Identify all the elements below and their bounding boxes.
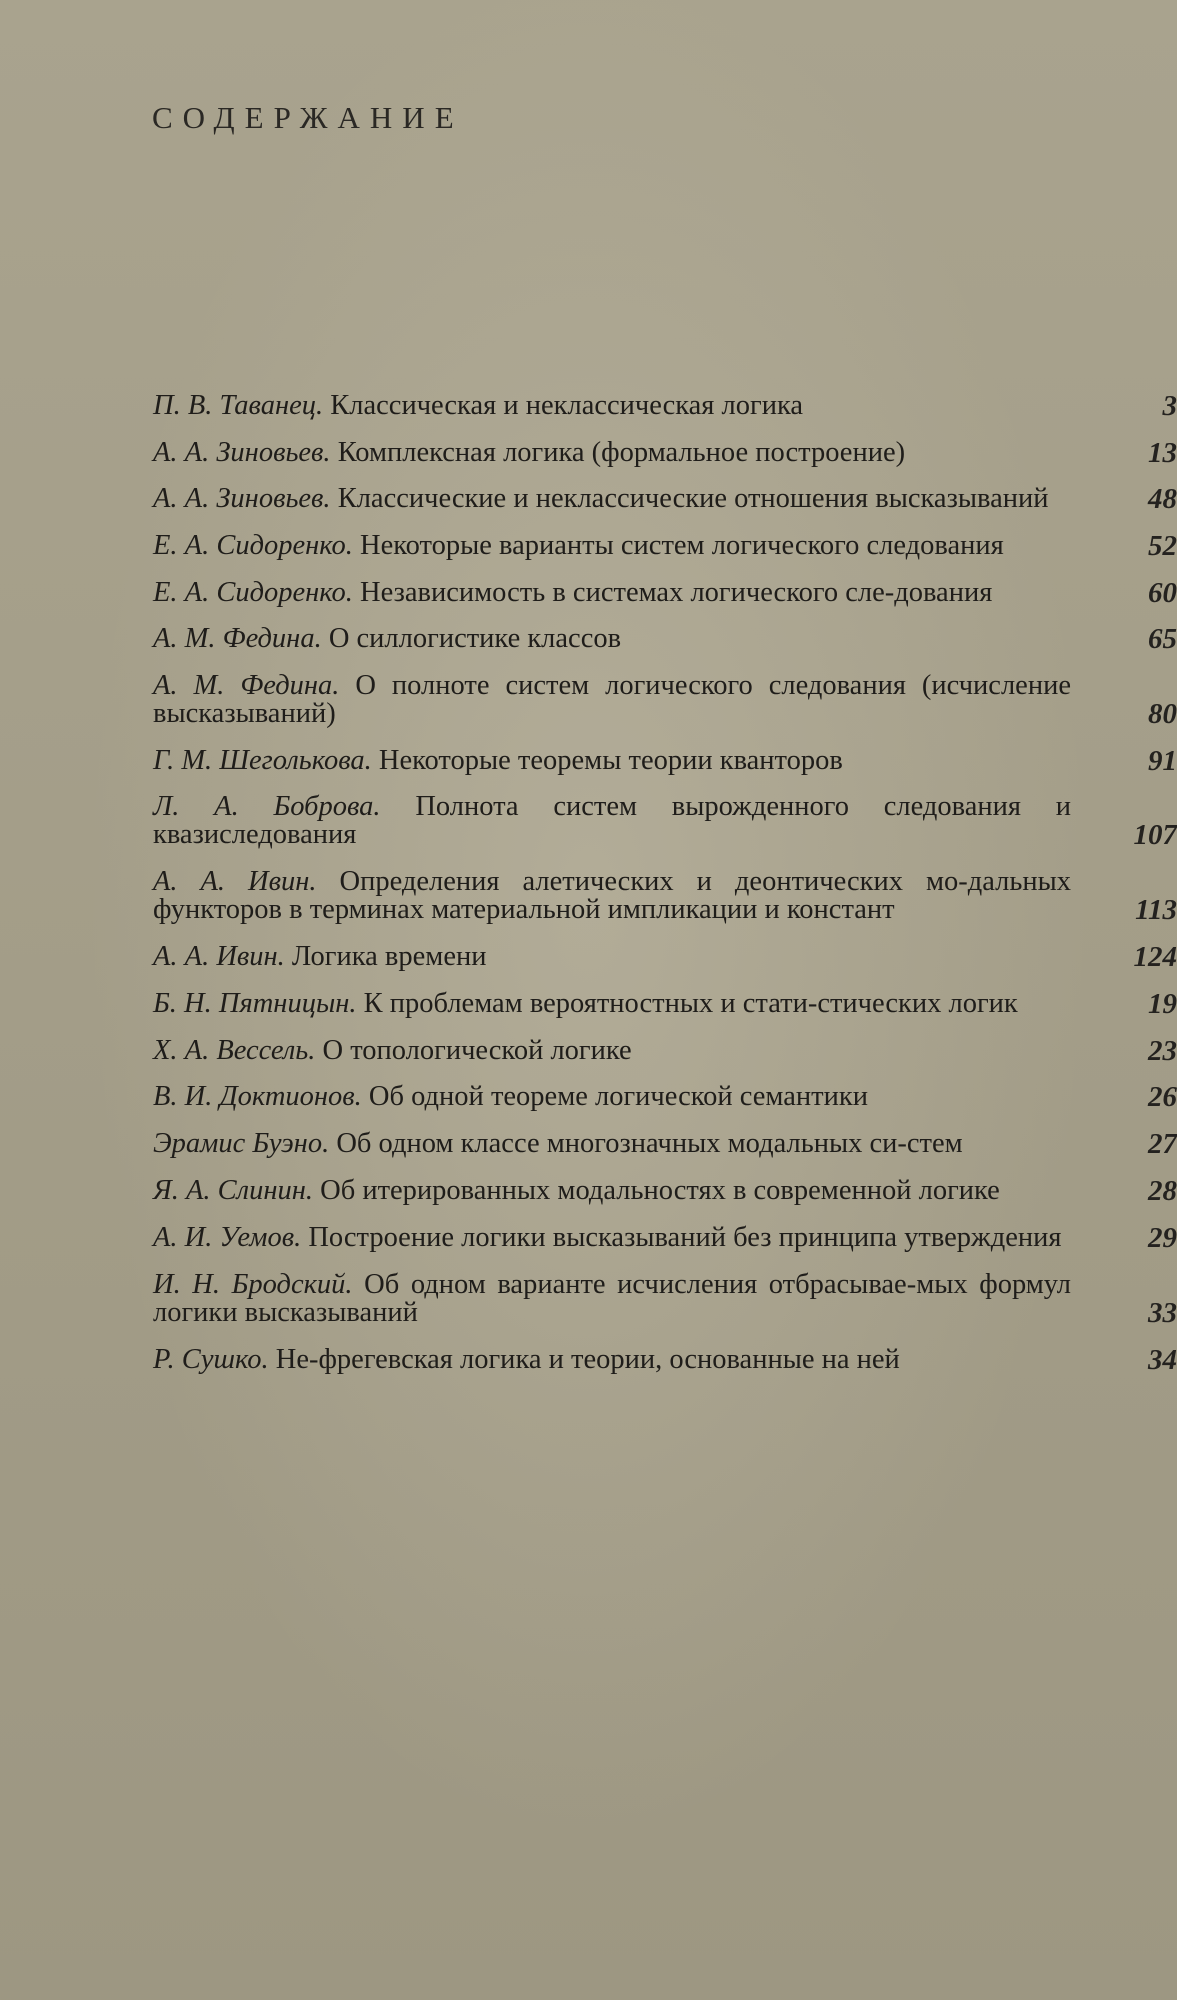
toc-entry <box>153 1346 1177 1374</box>
entry-author: Х. А. Вессель. <box>153 1035 316 1066</box>
toc-entry <box>153 1224 1177 1252</box>
entry-author: Е. А. Сидоренко. <box>153 530 353 561</box>
entry-title: Некоторые варианты систем логического следования <box>360 530 1004 561</box>
entry-author: Эрамис Буэно. <box>153 1128 330 1159</box>
entry-page-number: 13 <box>1148 439 1177 467</box>
entry-page-number: 28 <box>1148 1177 1177 1205</box>
entry-page-number: 3 <box>1162 392 1177 420</box>
entry-title: О топологической логике <box>322 1035 632 1066</box>
entry-page-number: 107 <box>1133 821 1177 849</box>
toc-entry <box>153 532 1177 560</box>
entry-title: О полноте систем логического следования (исчисление высказываний) <box>153 670 1071 729</box>
entry-page-number: 26 <box>1148 1083 1177 1111</box>
toc-entry <box>153 793 1177 849</box>
entry-title: Логика времени <box>291 941 487 972</box>
toc-entry <box>153 1083 1177 1111</box>
entry-author: А. А. Зиновьев. <box>153 483 331 514</box>
toc-entry <box>153 943 1177 971</box>
entry-author: А. А. Ивин. <box>153 866 317 897</box>
entry-page-number: 60 <box>1148 579 1177 607</box>
entry-title: О силлогистике классов <box>328 623 622 654</box>
entry-page-number: 80 <box>1148 700 1177 728</box>
toc-entry <box>153 868 1177 924</box>
entry-page-number: 27 <box>1148 1130 1177 1158</box>
toc-entry <box>153 1130 1177 1158</box>
toc-entry <box>153 1271 1177 1327</box>
toc-entry <box>153 747 1177 775</box>
entry-title: Об итерированных модальностях в современной логике <box>320 1175 1000 1206</box>
entry-title: Определения алетических и деонтических мо-дальных функторов в терминах материальной импликации и констант <box>153 866 1072 925</box>
toc-entry <box>153 1037 1177 1065</box>
entry-page-number: 33 <box>1148 1299 1177 1327</box>
entry-author: И. Н. Бродский. <box>153 1269 353 1300</box>
entry-title: Об одном классе многозначных модальных си-стем <box>336 1128 963 1159</box>
entry-page-number: 23 <box>1148 1037 1177 1065</box>
toc-entry <box>153 672 1177 728</box>
entry-title: Полнота систем вырожденного следования и квазиследования <box>153 791 1071 850</box>
toc-entry <box>153 439 1177 467</box>
entry-author: А. М. Федина. <box>153 623 322 654</box>
entry-title: К проблемам вероятностных и стати-стических логик <box>363 988 1018 1019</box>
entry-title: Некоторые теоремы теории кванторов <box>378 745 843 776</box>
entry-title: Классическая и неклассическая логика <box>330 390 804 421</box>
entry-title: Построение логики высказываний без принципа утверждения <box>308 1222 1062 1253</box>
entry-author: Г. М. Шеголькова. <box>153 745 372 776</box>
entry-title: Независимость в системах логического сле-дования <box>360 577 993 608</box>
entry-title: Об одной теореме логической семантики <box>368 1081 868 1112</box>
entry-author: А. И. Уемов. <box>153 1222 302 1253</box>
entry-page-number: 48 <box>1148 485 1177 513</box>
entry-author: Е. А. Сидоренко. <box>153 577 353 608</box>
toc-entry <box>153 1177 1177 1205</box>
entry-page-number: 65 <box>1148 625 1177 653</box>
entry-author: А. М. Федина. <box>153 670 340 701</box>
entry-author: Я. А. Слинин. <box>153 1175 313 1206</box>
entry-title: Классические и неклассические отношения высказываний <box>337 483 1049 514</box>
entry-author: А. А. Ивин. <box>153 941 285 972</box>
entry-title: Не-фрегевская логика и теории, основанные на ней <box>275 1344 900 1375</box>
entry-page-number: 19 <box>1148 990 1177 1018</box>
entry-author: Р. Сушко. <box>153 1344 269 1375</box>
toc-entry <box>153 990 1177 1018</box>
toc-entry <box>153 579 1177 607</box>
entry-author: П. В. Таванец. <box>153 390 324 421</box>
entry-title: Об одном варианте исчисления отбрасывае-мых формул логики высказываний <box>153 1269 1072 1328</box>
entry-author: В. И. Доктионов. <box>153 1081 362 1112</box>
entry-title: Комплексная логика (формальное построение) <box>337 437 906 468</box>
table-of-contents <box>153 392 1177 1374</box>
toc-entry <box>153 392 1177 420</box>
entry-author: Л. А. Боброва. <box>153 791 381 822</box>
entry-page-number: 113 <box>1135 896 1177 924</box>
entry-page-number: 124 <box>1133 943 1177 971</box>
entry-page-number: 34 <box>1148 1346 1177 1374</box>
entry-author: Б. Н. Пятницын. <box>153 988 357 1019</box>
entry-author: А. А. Зиновьев. <box>153 437 331 468</box>
toc-entry <box>153 625 1177 653</box>
entry-page-number: 29 <box>1148 1224 1177 1252</box>
page-title: СОДЕРЖАНИЕ <box>152 100 464 135</box>
toc-entry <box>153 485 1177 513</box>
entry-page-number: 52 <box>1148 532 1177 560</box>
entry-page-number: 91 <box>1148 747 1177 775</box>
